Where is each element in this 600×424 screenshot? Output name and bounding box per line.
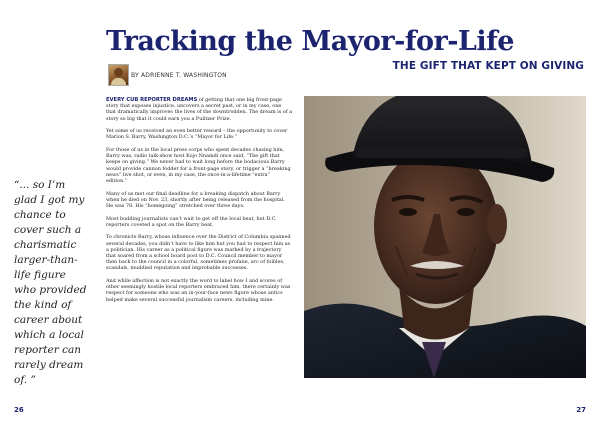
body-paragraph: Many of us met our final deadline for a breaking dispatch about Barry when he died on Nov. 23, shortly after being released from the hospital. He was 78. His “homegoing” stretched over three days. bbox=[106, 190, 285, 210]
pull-quote: “... so I’m glad I got my chance to cover such a charismatic larger-than-life figure who provided the kind of career about which a local reporter can rarely dream of. ” bbox=[14, 179, 87, 386]
page-number-left: 26 bbox=[14, 406, 24, 414]
body-paragraph: To chronicle Barry, whose influence over the District of Columbia spanned several decades, you didn’t have to like him but you had to respect him as a politician. His career as a political figure was marked by a trajectory that soared from a school board post to D.C. Council member to mayor then back to the council in a colorful, sometimes profane, arc of foibles, scandals, muddied reputation and improbable successes. bbox=[106, 234, 291, 272]
portrait-illustration bbox=[304, 96, 586, 378]
body-paragraph: For those of us in the local press corps who spent decades chasing him, Barry was, radio talk-show host Kojo Nnamdi once said, “The gift that keeps on giving.” We never had to wait long before the bodacious Barry would provide cannon fodder for a front-page story, or trigger a “breaking news” live shot, or even, in my case, the once-in-a-lifetime “extra” edition.” bbox=[106, 147, 291, 185]
article-body bbox=[106, 97, 292, 309]
portrait-photo bbox=[304, 96, 586, 378]
article-subtitle: THE GIFT THAT KEPT ON GIVING bbox=[392, 60, 584, 72]
author-photo bbox=[108, 64, 129, 86]
article-title: Tracking the Mayor-for-Life bbox=[106, 26, 514, 57]
body-paragraph: Yet some of us received an even better reward – the opportunity to cover Marion S. Barry, Washington D.C.’s “Mayor for Life.” bbox=[106, 128, 288, 141]
lead-in: EVERY CUB REPORTER DREAMS bbox=[106, 97, 198, 103]
byline: BY ADRIENNE T. WASHINGTON bbox=[131, 72, 227, 79]
page-number-right: 27 bbox=[576, 406, 586, 414]
body-paragraph: And while affection is not exactly the word to label how I and scores of other seemingly hostile local reporters embraced him, there certainly was respect for someone who was an in-your-face news figure whose antics helped make several successful journalism careers, including mine. bbox=[106, 278, 291, 303]
body-paragraph: Most budding journalists can’t wait to get off the local beat, but D.C. reporters coveted a spot on the Barry beat. bbox=[106, 215, 277, 228]
body-paragraph: EVERY CUB REPORTER DREAMS of getting that one big front-page story that exposes injustice, uncovers a secret past, or in my case, one that dramatically improves the lives of the downtrodden. The dream is of a story so big that it could earn you a Pulitzer Prize. bbox=[106, 97, 292, 122]
